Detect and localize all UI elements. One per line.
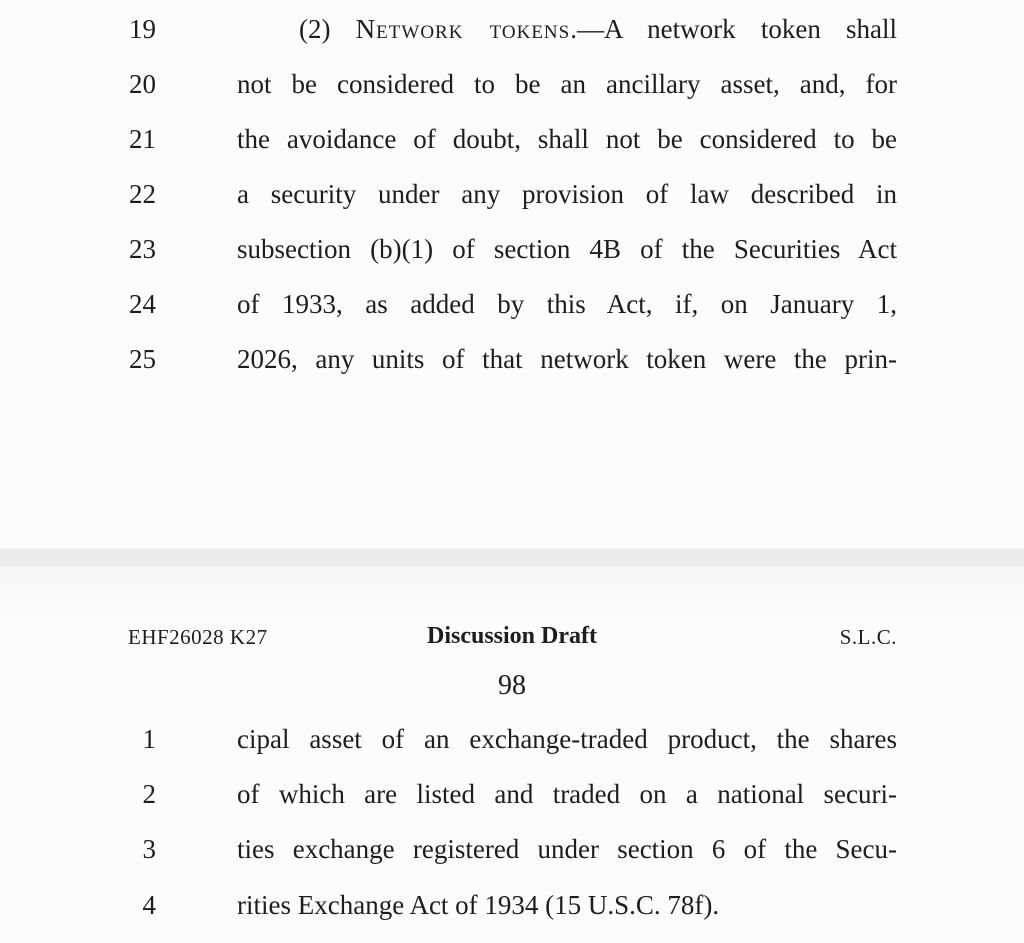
line-number: 21 bbox=[129, 124, 156, 154]
line-text: of which are listed and traded on a national securi- bbox=[237, 779, 897, 809]
line-number: 3 bbox=[142, 834, 156, 864]
line-number: 2 bbox=[142, 779, 156, 809]
line-text bbox=[299, 14, 897, 44]
line-number: 25 bbox=[129, 344, 156, 374]
document-line bbox=[0, 834, 1024, 868]
header-title: Discussion Draft bbox=[426, 623, 597, 649]
document-line bbox=[0, 890, 1024, 924]
document-line bbox=[0, 179, 1024, 213]
document-line bbox=[0, 289, 1024, 323]
document-line bbox=[0, 124, 1024, 158]
line-number: 24 bbox=[129, 289, 156, 319]
document-line bbox=[0, 779, 1024, 813]
line-text: subsection (b)(1) of section 4B of the Securities Act bbox=[237, 234, 897, 264]
line-text: not be considered to be an ancillary asset, and, for bbox=[237, 69, 897, 99]
line-number: 4 bbox=[142, 890, 156, 920]
document-line bbox=[0, 344, 1024, 378]
page-break-band bbox=[0, 548, 1024, 567]
line-number: 19 bbox=[129, 14, 156, 44]
header-office-code: S.L.C. bbox=[839, 625, 897, 649]
page-top-shadow bbox=[0, 567, 1024, 625]
document-line bbox=[0, 14, 1024, 48]
line-number: 23 bbox=[129, 234, 156, 264]
document-line bbox=[0, 234, 1024, 268]
line-text: of 1933, as added by this Act, if, on January 1, bbox=[237, 289, 897, 319]
document-line bbox=[0, 724, 1024, 758]
line-text: the avoidance of doubt, shall not be considered to be bbox=[237, 124, 897, 154]
line-text-prefix: (2) bbox=[299, 14, 356, 44]
line-text-suffix: .—A network token shall bbox=[570, 14, 897, 44]
page-number: 98 bbox=[498, 670, 526, 701]
line-text: cipal asset of an exchange-traded product, the shares bbox=[237, 724, 897, 754]
line-text: 2026, any units of that network token were the prin- bbox=[237, 344, 897, 374]
line-number: 1 bbox=[142, 724, 156, 754]
line-text: a security under any provision of law described in bbox=[237, 179, 897, 209]
line-text-smallcaps: Network tokens bbox=[355, 14, 571, 44]
line-text: ties exchange registered under section 6 of the Secu- bbox=[237, 834, 897, 864]
line-number: 20 bbox=[129, 69, 156, 99]
document-line bbox=[0, 69, 1024, 103]
header-document-code: EHF26028 K27 bbox=[128, 625, 268, 649]
line-text: rities Exchange Act of 1934 (15 U.S.C. 78f). bbox=[237, 890, 720, 920]
line-number: 22 bbox=[129, 179, 156, 209]
